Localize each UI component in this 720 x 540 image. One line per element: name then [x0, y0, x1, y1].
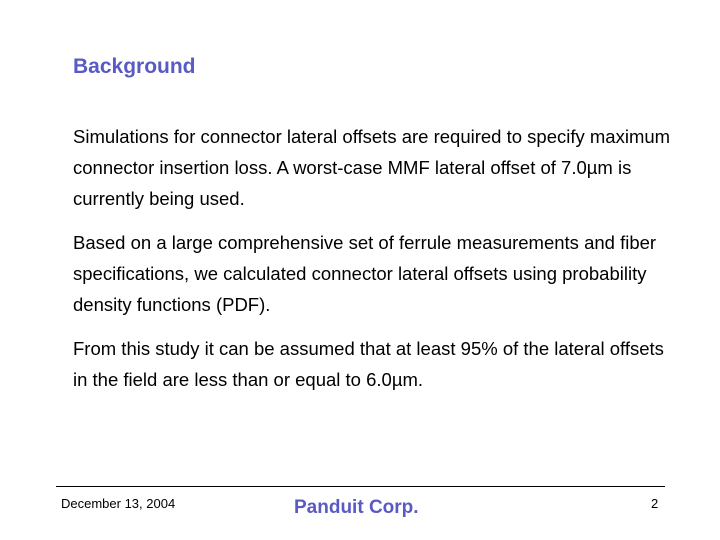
body-paragraph-2 [73, 227, 683, 320]
body-paragraph-3 [73, 333, 683, 395]
paragraph-text: Simulations for connector lateral offsets are required to specify maximum connector insertion loss. A worst-case MMF lateral offset of 7.0µm is currently being used. [73, 126, 671, 209]
footer-date: December 13, 2004 [61, 496, 176, 511]
body-paragraph-1 [73, 121, 683, 214]
paragraph-text: Based on a large comprehensive set of ferrule measurements and fiber specifications, we calculated connector lateral offsets using probability density functions (PDF). [73, 232, 657, 315]
paragraph-text: From this study it can be assumed that at least 95% of the lateral offsets in the field are less than or equal to 6.0µm. [73, 338, 664, 390]
page-number: 2 [651, 496, 659, 511]
footer-company-name: Panduit Corp. [294, 497, 419, 518]
footer-divider [56, 486, 665, 487]
slide-title: Background [73, 55, 196, 78]
